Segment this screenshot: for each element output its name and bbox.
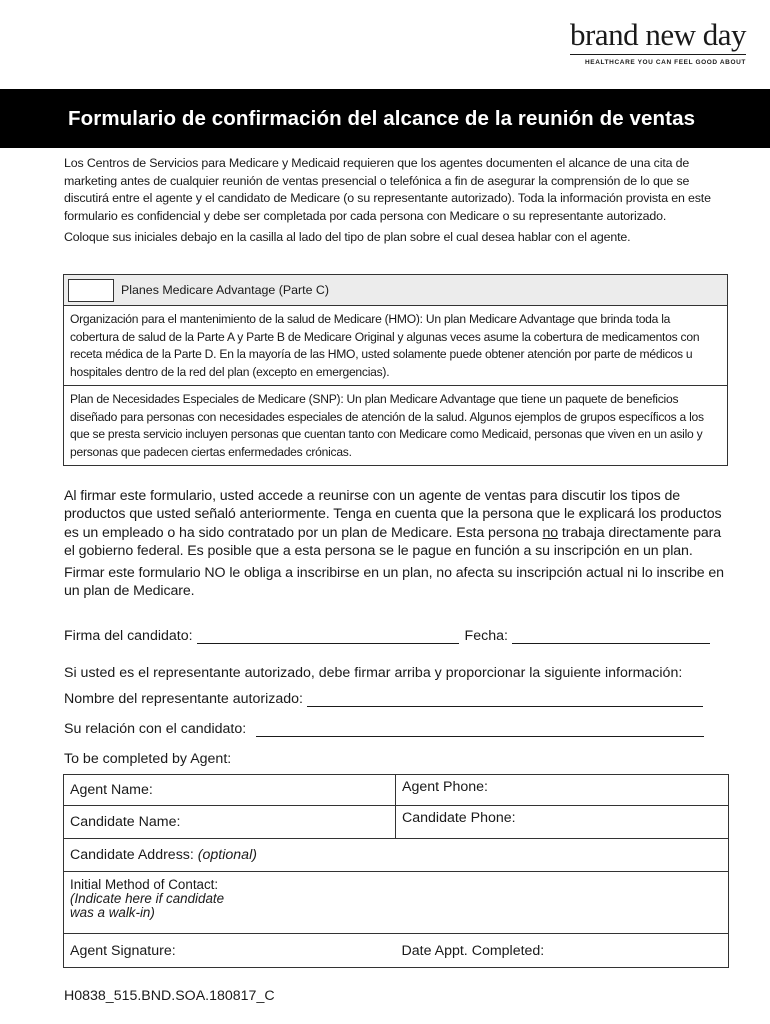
brand-tagline: HEALTHCARE YOU CAN FEEL GOOD ABOUT: [585, 59, 746, 66]
optional-note: (optional): [197, 847, 257, 863]
plans-header-row: [64, 275, 727, 306]
candidate-address-cell[interactable]: Candidate Address: (optional): [64, 839, 729, 872]
candidate-signature-field[interactable]: [197, 629, 459, 644]
table-row: [64, 934, 729, 968]
page-title: Formulario de confirmación del alcance de la reunión de ventas: [68, 106, 696, 130]
initials-instruction: Coloque sus iniciales debajo en la casilla al lado del tipo de plan sobre el cual desea hablar con el agente.: [64, 230, 631, 245]
rep-name-row: [64, 691, 703, 707]
agent-table: [63, 774, 729, 968]
agent-section-label: To be completed by Agent:: [64, 751, 232, 767]
brand-name: brand new day: [570, 17, 746, 52]
walk-in-note-2: was a walk-in): [70, 905, 155, 920]
form-code: H0838_515.BND.SOA.180817_C: [64, 988, 275, 1004]
relationship-label: Su relación con el candidato:: [64, 721, 247, 737]
rep-name-label: Nombre del representante autorizado:: [64, 691, 303, 707]
intro-paragraph: Los Centros de Servicios para Medicare y Medicaid requieren que los agentes documenten el alcance de una cita de marketing antes de cualquier reunión de ventas presencial o telefónica a fin de asegurar la comprensión de lo que se discutirá entre el agente y el candidato de Medicare (o su representante autorizado). Toda la información provista en este formulario es confidencial y debe ser completada por cada persona con Medicare o su representante autorizado.: [64, 156, 711, 223]
consent-section: [64, 487, 730, 600]
table-row: [64, 839, 729, 872]
agent-phone-cell[interactable]: Agent Phone:: [396, 775, 729, 806]
table-row: [64, 806, 729, 839]
candidate-signature-label: Firma del candidato:: [64, 628, 193, 644]
plan-snp-description: Plan de Necesidades Especiales de Medicare (SNP): Un plan Medicare Advantage que tiene un paquete de beneficios diseñado para personas con necesidades especiales de atención de la salud. Algunos ejemplos de grupos específicos a los que se presta servicio incluyen personas que cuentan tanto con Medicare como Medicaid, personas que viven en un asilo y personas que padecen ciertas enfermedades crónicas.: [70, 392, 704, 460]
agent-section-row: [64, 751, 231, 767]
consent-paragraph-1: Al firmar este formulario, usted accede a reunirse con un agente de ventas para discutir los tipos de productos que usted señaló anteriormente. Tenga en cuenta que la persona que le explicará los productos es un empleado o ha sido contratado por un plan de Medicare. Esta persona no trabaja directamente para el gobierno federal. Es posible que a esta persona se le pague en función a su inscripción en un plan.: [64, 488, 722, 560]
plans-heading: Planes Medicare Advantage (Parte C): [121, 283, 329, 297]
consent-paragraph-2: Firmar este formulario NO le obliga a inscribirse en un plan, no afecta su inscripción actual ni lo inscribe en un plan de Medicare.: [64, 564, 724, 600]
table-row: [64, 872, 729, 934]
candidate-signature-row: [64, 628, 710, 644]
candidate-name-cell[interactable]: Candidate Name:: [64, 806, 396, 839]
date-label: Fecha:: [464, 628, 508, 644]
agent-signature-cell[interactable]: Agent Signature:: [64, 934, 396, 968]
rep-name-field[interactable]: [307, 692, 703, 707]
rep-note: Si usted es el representante autorizado, debe firmar arriba y proporcionar la siguiente información:: [64, 665, 683, 681]
date-completed-cell[interactable]: Date Appt. Completed:: [396, 934, 729, 968]
relationship-field[interactable]: [256, 722, 704, 737]
date-field[interactable]: [512, 629, 710, 644]
agent-name-cell[interactable]: Agent Name:: [64, 775, 396, 806]
candidate-phone-cell[interactable]: Candidate Phone:: [396, 806, 729, 839]
plan-hmo-description: Organización para el mantenimiento de la salud de Medicare (HMO): Un plan Medicare Advantage que brinda toda la cobertura de salud de la Parte A y Parte B de Medicare Original y algunas veces asume la cobertura de medicamentos con receta médica de la Parte D. En la mayoría de las HMO, usted solamente puede obtener atención por parte de médicos u hospitales dentro de la red del plan (excepto en emergencias).: [64, 306, 727, 386]
table-row: [64, 775, 729, 806]
initials-input-box[interactable]: [68, 279, 114, 302]
title-bar: [0, 89, 770, 148]
rep-note-row: [64, 665, 682, 681]
intro-section: [64, 155, 730, 247]
contact-method-label: Initial Method of Contact:: [70, 877, 219, 892]
logo-divider: [570, 54, 746, 55]
relationship-row: [64, 721, 704, 737]
contact-method-cell[interactable]: [64, 872, 729, 934]
brand-logo: [570, 18, 746, 66]
plans-table: [63, 274, 728, 466]
walk-in-note-1: (Indicate here if candidate: [70, 891, 225, 906]
emphasis-no: no: [542, 524, 559, 541]
